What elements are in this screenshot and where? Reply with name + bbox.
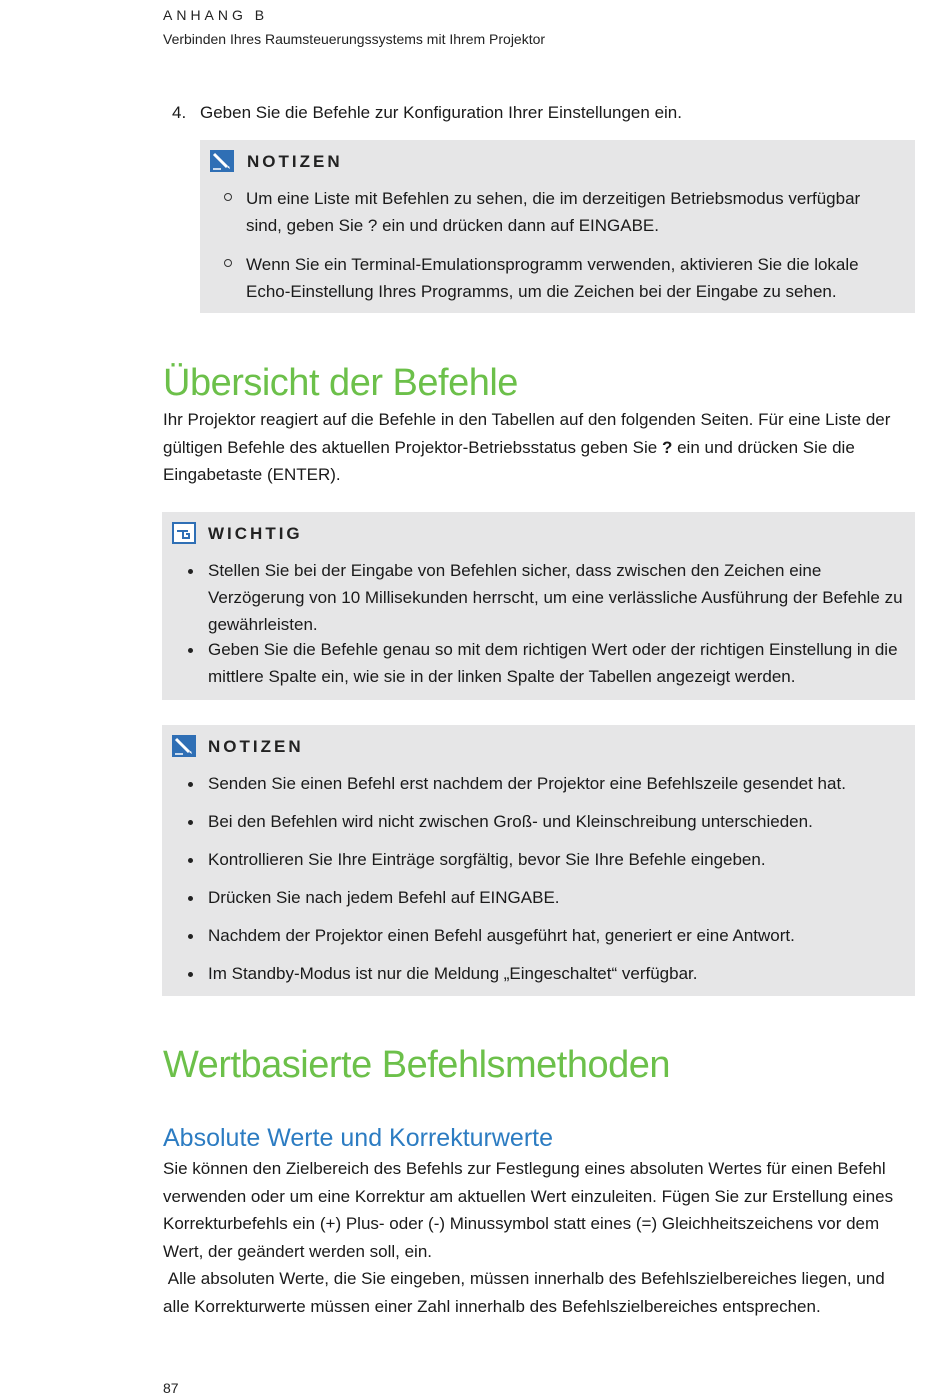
subsection-heading: Absolute Werte und Korrekturwerte bbox=[163, 1124, 554, 1152]
list-item: Senden Sie einen Befehl erst nachdem der Projektor eine Befehlszeile gesendet hat. bbox=[162, 770, 907, 797]
note-list bbox=[200, 185, 900, 305]
list-item: Im Standby-Modus ist nur die Meldung „Eingeschaltet“ verfügbar. bbox=[162, 960, 907, 987]
overview-question-mark: ? bbox=[661, 437, 673, 457]
list-item: Wenn Sie ein Terminal-Emulationsprogramm verwenden, aktivieren Sie die lokale Echo-Einstellung Ihres Programms, um die Zeichen bei der Eingabe zu sehen. bbox=[200, 251, 900, 305]
pencil-note-icon bbox=[172, 735, 196, 757]
important-box bbox=[162, 512, 915, 700]
page-number: 87 bbox=[163, 1380, 179, 1396]
note-list bbox=[162, 770, 907, 987]
list-item: Kontrollieren Sie Ihre Einträge sorgfältig, bevor Sie Ihre Befehle eingeben. bbox=[162, 846, 907, 873]
list-item: Um eine Liste mit Befehlen zu sehen, die im derzeitigen Betriebsmodus verfügbar sind, geben Sie ? ein und drücken dann auf EINGABE. bbox=[200, 185, 900, 239]
note-box-2 bbox=[162, 725, 915, 996]
step-item bbox=[172, 103, 682, 123]
list-item: Nachdem der Projektor einen Befehl ausgeführt hat, generiert er eine Antwort. bbox=[162, 922, 907, 949]
important-title: WICHTIG bbox=[208, 524, 303, 543]
section-heading-value-methods: Wertbasierte Befehlsmethoden bbox=[163, 1044, 671, 1086]
list-item: Stellen Sie bei der Eingabe von Befehlen sicher, dass zwischen den Zeichen eine Verzögerung von 10 Millisekunden herrscht, um eine verlässliche Ausführung der Befehle zu gewährleisten. bbox=[162, 557, 907, 638]
pencil-note-icon bbox=[210, 150, 234, 172]
step-text: Geben Sie die Befehle zur Konfiguration Ihrer Einstellungen ein. bbox=[200, 103, 682, 122]
note-title: NOTIZEN bbox=[208, 737, 304, 756]
note-box-1 bbox=[200, 140, 915, 313]
list-item: Drücken Sie nach jedem Befehl auf EINGABE. bbox=[162, 884, 907, 911]
chapter-title: Verbinden Ihres Raumsteuerungssystems mit Ihrem Projektor bbox=[163, 31, 546, 47]
paragraph: Sie können den Zielbereich des Befehls zur Festlegung eines absoluten Wertes für einen Befehl verwenden oder um eine Korrektur am aktuellen Wert einzuleiten. Fügen Sie zur Erstellung eines Korrekturbefehls ein (+) Plus- oder (-) Minussymbol statt eines (=) Gleichheitszeichens vor dem Wert, der geändert werden soll, ein. bbox=[163, 1159, 894, 1261]
overview-text-start: Ihr Projektor reagiert auf die Befehle in den Tabellen auf den folgenden Seiten. Für eine Liste der gültigen Befehle des aktuellen Projektor-Betriebsstatus geben Sie bbox=[163, 410, 891, 457]
note-title: NOTIZEN bbox=[247, 152, 343, 171]
appendix-label: ANHANG B bbox=[163, 7, 269, 23]
paragraph: Alle absoluten Werte, die Sie eingeben, müssen innerhalb des Befehlszielbereiches liegen, und alle Korrekturwerte müssen einer Zahl innerhalb des Befehlszielbereiches entsprechen. bbox=[163, 1269, 890, 1316]
step-number: 4. bbox=[172, 103, 187, 122]
important-list bbox=[162, 557, 907, 690]
overview-text-end: ein und drücken Sie die Eingabetaste (ENTER). bbox=[163, 437, 855, 484]
pointing-hand-icon bbox=[172, 522, 196, 544]
list-item: Geben Sie die Befehle genau so mit dem richtigen Wert oder der richtigen Einstellung in die mittlere Spalte ein, wie sie in der linken Spalte der Tabellen angezeigt werden. bbox=[162, 636, 907, 690]
overview-paragraph bbox=[163, 406, 915, 489]
list-item: Bei den Befehlen wird nicht zwischen Groß- und Kleinschreibung unterschieden. bbox=[162, 808, 907, 835]
section-heading-overview: Übersicht der Befehle bbox=[163, 362, 518, 404]
